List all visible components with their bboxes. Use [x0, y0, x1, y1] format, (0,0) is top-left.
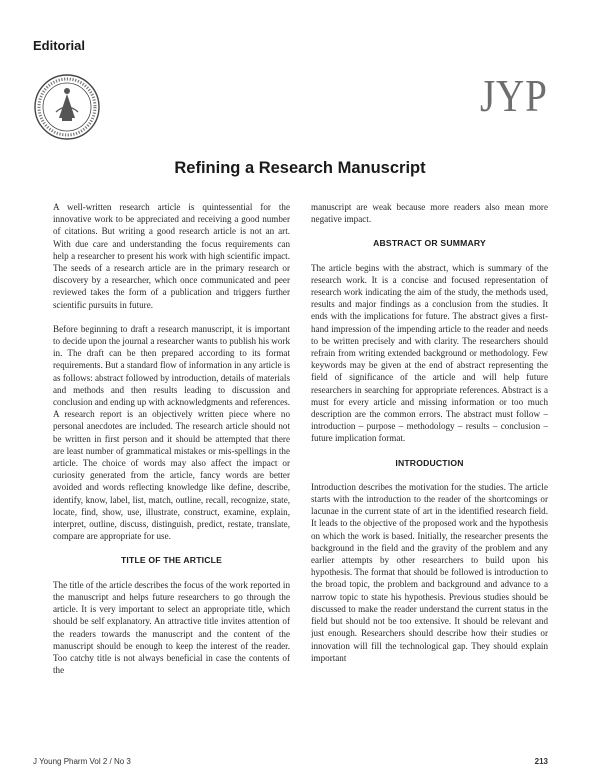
right-column — [311, 201, 548, 741]
journal-logo-text: JYP — [480, 70, 548, 121]
body-paragraph: Introduction describes the motivation for the studies. The article starts with the introduction to the reader of the shortcomings or lacunae in the current state of art in the identified research field. It leads to the objective of the proposed work and the hypothesis on which the work is based. Initially, the researcher presents the background in the field and the gravity of the problem and any earlier attempts by other researchers to build upon his hypothesis. The format that should be followed is introduction to the broad topic, the problem and background and advance to a narrow topic to state his hypothesis. Previous studies should be discussed to make the reader understand the current status in the field but should not be too extensive. It should be relevant and just enough. Researchers should describe how their studies or innovation will fill the technological gap. They should explain important — [311, 481, 548, 663]
journal-citation: J Young Pharm Vol 2 / No 3 — [33, 757, 131, 766]
article-title: Refining a Research Manuscript — [174, 159, 426, 177]
body-paragraph: A well-written research article is quintessential for the innovative work to be appreciated and receiving a good number of citations. But writing a good research article is not an art. With due care and understanding the focus requirements can help a researcher to present his work with high scientific impact. The seeds of a research article are in the primary research or discovery by a researcher, which once communicated and peer reviewed takes the form of a publication and triggers further scientific pursuits in future. — [53, 202, 290, 310]
body-paragraph: The article begins with the abstract, which is summary of the research work. It is a concise and focused representation of research work indicating the aim of the study, the methods used, results and major findings as a conclusion from the studies. It ends with the implications for future. The abstract gives a first-hand impression of the impending article to the reader and needs to be written precisely and with clarity. The researchers should refrain from writing extended background or methodology. Few keywords may be given at the end of abstract representing the field of significance of the article and will help future researchers in searching for appropriate references. Abstract is a must for every article and missing information or too much description are the common errors. The abstract must follow – introduction – purpose – methodology – results – conclusion – future implication format. — [311, 262, 548, 444]
section-heading-introduction: INTRODUCTION — [395, 457, 464, 468]
left-column — [53, 201, 290, 741]
body-paragraph: Before beginning to draft a research manuscript, it is important to decide upon the journal a researcher wants to publish his work in. The draft can be then prepared according to its format requirements. But a standard flow of information in any article is as follows: abstract followed by introduction, details of materials and methods and then results leading to discussion and conclusion and ending up with acknowledgments and references. A research report is an objectively written piece where no personal anecdotes are included. The research article should not be written in first person and it should be attempted that there are least number of grammatical mistakes or mis-spellings in the article. The choice of words may also affect the impact or curiosity generated from the article, fancy words are better avoided and words reflecting knowledge like define, describe, identify, know, label, list, match, outline, recall, recognize, state, locate, find, show, use, illustrate, construct, examine, explain, interpret, outline, discuss, distinguish, predict, restate, translate, compare are appropriate for use. — [53, 323, 290, 542]
section-heading-title: TITLE OF THE ARTICLE — [120, 555, 223, 566]
journal-seal-logo — [32, 72, 102, 142]
body-paragraph: The title of the article describes the focus of the work reported in the manuscript and helps future researchers to go through the article. It is very important to select an appropriate title, which should be self explanatory. An attractive title invites attention of the readers towards the manuscript and the content of the manuscript should be enough to keep the interest of the reader. Too catchy title is not always beneficial in case the contents of the — [53, 579, 290, 676]
section-heading-abstract: ABSTRACT OR SUMMARY — [373, 238, 486, 249]
section-label: Editorial — [33, 38, 86, 53]
body-paragraph-continued: manuscript are weak because more readers also mean more negative impact. — [311, 202, 548, 225]
page-number: 213 — [534, 757, 548, 766]
